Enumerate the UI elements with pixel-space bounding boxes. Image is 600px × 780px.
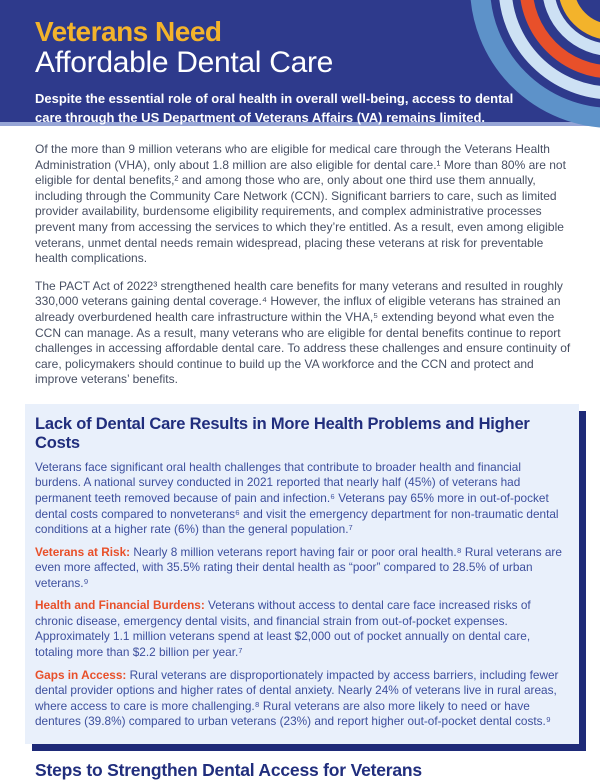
document-body <box>0 126 600 780</box>
callout-intro-paragraph: Veterans face significant oral health challenges that contribute to broader health and financial burdens. A national survey conducted in 2021 reported that nearly half (45%) of veterans had permanent teeth removed because of pain and infection.⁶ Veterans pay 65% more in out-of-pocket dental costs compared to nonveterans⁶ and visit the emergency department for non-traumatic dental conditions at a higher rate (6%) than the general population.⁷ <box>35 459 559 537</box>
masthead <box>0 0 600 126</box>
callout-item-health-financial-burdens <box>35 598 566 660</box>
callout-item-text: Rural veterans are disproportionately impacted by access barriers, including fewer dental provider options and higher rates of dental anxiety. Nearly 24% of veterans live in rural areas, where access to care is more challenging.⁸ Rural veterans are also more likely to need or have dentures (39.8%) compared to urban veterans (23%) and report higher out-of-pocket dental costs.⁹ <box>35 667 559 729</box>
callout-item-label: Health and Financial Burdens: <box>35 598 205 613</box>
masthead-content <box>0 0 600 128</box>
callout-item-text: Nearly 8 million veterans report having fair or poor oral health.⁸ Rural veterans are even more affected, with 35.5% rating their dental health as “poor” compared to 28.5% of urban veterans.⁹ <box>35 544 562 590</box>
page-title-accent-line: Veterans Need <box>35 16 222 47</box>
masthead-subtitle: Despite the essential role of oral health in overall well-being, access to dental care through the US Department of Veterans Affairs (VA) remains limited. <box>35 91 514 126</box>
callout-item-label: Gaps in Access: <box>35 667 127 682</box>
intro-paragraph-2: The PACT Act of 2022³ strengthened health care benefits for many veterans and resulted in roughly 330,000 veterans gaining dental coverage.⁴ However, the influx of eligible veterans has strained an already overburdened health care infrastructure within the VHA,⁵ extending beyond what even the CCN can manage. As a result, many veterans who are eligible for dental benefits continue to report challenges in accessing affordable dental care. To address these challenges and ensure continuity of care, policymakers should continue to build up the VA workforce and the CCN and protect and improve veterans’ benefits. <box>35 278 571 387</box>
callout-box <box>25 404 579 744</box>
callout-item-gaps-in-access <box>35 668 566 730</box>
callout-heading: Lack of Dental Care Results in More Health Problems and Higher Costs <box>35 414 530 452</box>
callout-item-label: Veterans at Risk: <box>35 544 131 559</box>
next-section-heading: Steps to Strengthen Dental Access for Veterans <box>35 759 422 780</box>
page-title-main-line: Affordable Dental Care <box>35 46 334 80</box>
intro-paragraph-1: Of the more than 9 million veterans who are eligible for medical care through the Veterans Health Administration (VHA), only about 1.8 million are also eligible for dental care.¹ More than 80% are not eligible for dental benefits,² and among those who are, only about one third use them annually, including through the Community Care Network (CCN). Significant barriers to care, such as limited provider availability, burdensome eligibility requirements, and complex administrative processes prevent many from accessing the services to which they’re entitled. As a result, even among eligible veterans, unmet dental needs remain widespread, placing these veterans at risk for preventable health complications. <box>35 142 566 266</box>
callout-item-text: Veterans without access to dental care face increased risks of chronic disease, emergency dental visits, and financial strain from out-of-pocket expenses. Approximately 1.1 million veterans spend at least $2,000 out of pocket annually on dental care, totaling more than $2.2 billion per year.⁷ <box>35 598 531 660</box>
callout-item-veterans-at-risk <box>35 545 566 592</box>
